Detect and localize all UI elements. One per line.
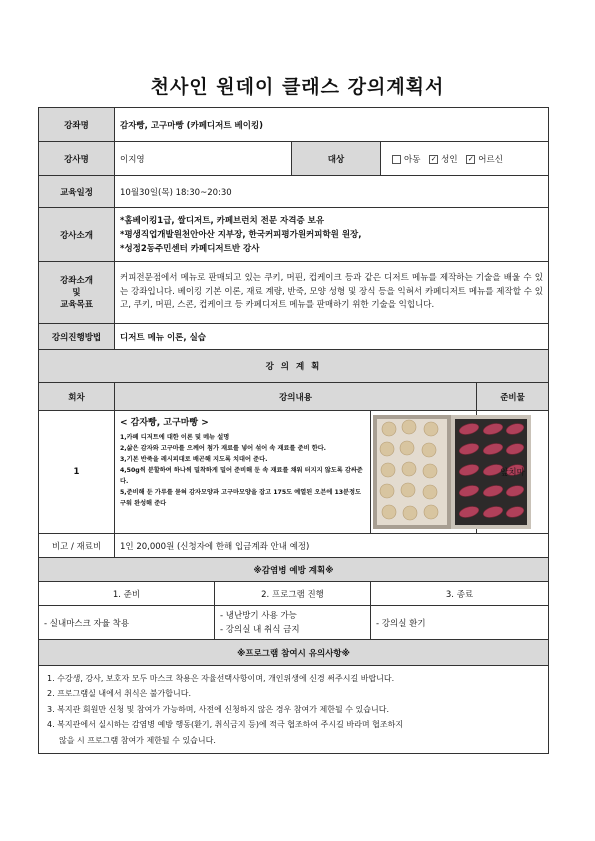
plan-header: 강 의 계 획 [39, 350, 549, 383]
session-content [115, 411, 371, 534]
plan-columns-row [39, 383, 549, 411]
photo-cell [371, 411, 477, 534]
intro-text: 커피전문점에서 메뉴로 판매되고 있는 쿠키, 머핀, 컵케이크 등과 같은 디저트 메뉴를 제작하는 기술을 배울 수 있는 강좌입니다. 베이킹 기본 이론, 재료 계량, 반죽, 모양 성형 및 장식 등을 익혀서 카페디저트 메뉴를 제작할 수 있고, 쿠키, 머핀, 스콘, 컵케이크 등 카페디저트 메뉴를 판매하기 위한 기술을 익힙니다. [115, 262, 549, 324]
step-item: 4,50g씩 분할하여 하나씩 밀착하게 밀어 준비해 둔 속 재료를 채워 터지지 않도록 감싸준다. [120, 467, 363, 485]
lesson-plan-table [38, 107, 549, 754]
infection-prep-value: - 실내마스크 자율 착용 [39, 606, 215, 640]
option-senior-label: 어르신 [478, 154, 503, 165]
infection-col-2: 2. 프로그램 진행 [215, 582, 371, 606]
step-item: 2,삶은 감자와 고구마를 으께어 첨가 재료를 넣어 섞어 속 재료를 준비 한다. [120, 445, 327, 452]
step-item: 3,기본 반죽을 레시피대로 배곤해 지도록 치대어 준다. [120, 456, 268, 463]
option-child-label: 아동 [404, 154, 421, 165]
bio-line: *평생직업개발원천안아산 지부장, 한국커피평가원커피학원 원장, [120, 229, 362, 240]
intro-label [39, 262, 115, 324]
bio-row [39, 208, 549, 262]
infection-cols-row [39, 582, 549, 606]
step-item: 5,준비해 둔 가루를 묻혀 감자모양과 고구마모양을 잡고 175도 예열된 오븐에 13분정도 구워 완성해 준다 [120, 489, 361, 507]
schedule-value: 10월30일(목) 18:30~20:30 [115, 176, 549, 208]
course-value: 감자빵, 고구마빵 (카페디저트 베이킹) [115, 108, 549, 142]
content-title: < 감자빵, 고구마빵 > [120, 418, 209, 428]
intro-label-1: 강좌소개 [60, 275, 93, 286]
steps-list [120, 432, 365, 509]
notice-item: 않을 시 프로그램 참여가 제한될 수 있습니다. [59, 735, 216, 745]
bio-lines [115, 208, 549, 262]
checkbox-senior[interactable]: ✓ [467, 154, 474, 163]
notice-item: 4. 복지관에서 실시하는 감염병 예방 행동(환기, 취식금지 등)에 적극 협조하여 주시길 바라며 협조하지 [47, 720, 404, 730]
col-content: 강의내용 [115, 383, 477, 411]
bio-line: *홈베이킹1급, 쌀디저트, 카페브런치 전문 자격증 보유 [120, 215, 325, 226]
notice-item: 2. 프로그램실 내에서 취식은 불가합니다. [47, 689, 191, 699]
plan-header-row [39, 350, 549, 383]
infection-header: ※감염병 예방 계획※ [39, 558, 549, 582]
instructor-value: 이지영 [115, 142, 292, 176]
infection-progress-value [215, 606, 371, 640]
col-prep: 준비물 [477, 383, 549, 411]
notice-item: 3. 복지관 회원만 신청 및 참여가 가능하며, 사전에 신청하지 않은 경우 참여가 제한될 수 있습니다. [47, 704, 389, 714]
infection-progress-line: - 냉난방기 사용 가능 [220, 610, 297, 621]
target-label: 대상 [292, 142, 381, 176]
remarks-value: 1인 20,000원 (신청자에 한해 입금계좌 안내 예정) [115, 534, 549, 558]
intro-label-2: 및 [72, 287, 81, 298]
notice-item: 1. 수강생, 강사, 보호자 모두 마스크 착용은 자율선택사항이며, 개인위생에 신경 써주시길 바랍니다. [47, 673, 395, 683]
remarks-label: 비고 / 재료비 [39, 534, 115, 558]
notice-list [39, 666, 549, 754]
session-number: 1 [39, 411, 115, 534]
infection-end-value: - 강의실 환기 [371, 606, 549, 640]
option-adult-label: 성인 [441, 154, 458, 165]
intro-label-3: 교육목표 [60, 299, 93, 310]
bio-line: *성정2동주민센터 카페디저트반 강사 [120, 243, 260, 254]
instructor-label: 강사명 [39, 142, 115, 176]
infection-col-1: 1. 준비 [39, 582, 215, 606]
page-title: 천사인 원데이 클래스 강의계획서 [150, 76, 445, 98]
checkbox-child[interactable] [392, 155, 401, 164]
method-label: 강의진행방법 [39, 324, 115, 350]
session-row [39, 411, 549, 534]
infection-values-row [39, 606, 549, 640]
remarks-row [39, 534, 549, 558]
infection-col-3: 3. 종료 [371, 582, 549, 606]
course-row [39, 108, 549, 142]
method-row [39, 324, 549, 350]
step-item: 1,카페 디저트에 대한 이론 및 메뉴 설명 [120, 434, 230, 441]
prep-value: 앞치마 [477, 411, 549, 534]
col-session: 회차 [39, 383, 115, 411]
infection-header-row [39, 558, 549, 582]
checkbox-adult[interactable]: ✓ [430, 154, 437, 163]
notice-body-row [39, 666, 549, 754]
course-label: 강좌명 [39, 108, 115, 142]
target-options [381, 142, 549, 176]
method-value: 디저트 메뉴 이론, 실습 [115, 324, 549, 350]
notice-header: ※프로그램 참여시 유의사항※ [39, 640, 549, 666]
infection-progress-line: - 강의실 내 취식 금지 [220, 624, 300, 635]
notice-header-row [39, 640, 549, 666]
schedule-row [39, 176, 549, 208]
schedule-label: 교육일정 [39, 176, 115, 208]
bio-label: 강사소개 [39, 208, 115, 262]
intro-row [39, 262, 549, 324]
instructor-row [39, 142, 549, 176]
